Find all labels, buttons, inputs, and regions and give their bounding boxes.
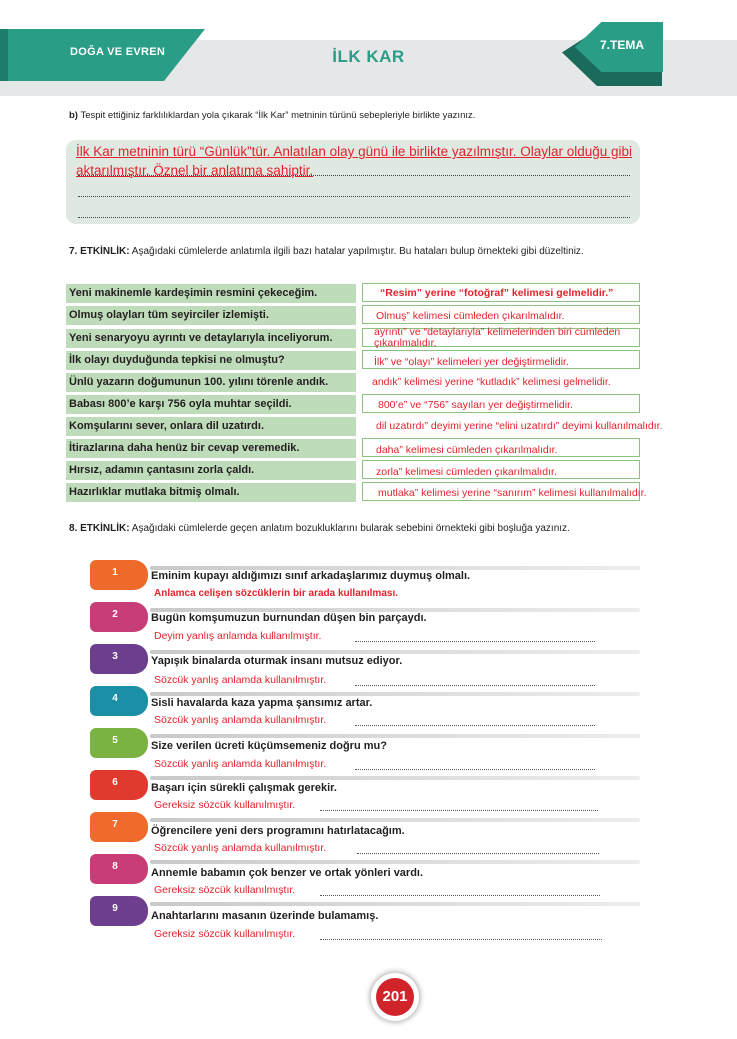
- dotted-line: [78, 217, 630, 218]
- number-tab: [90, 728, 148, 758]
- a8-sentence: Anahtarlarını masanın üzerinde bulamamış.: [151, 910, 379, 922]
- item-divider: [150, 860, 640, 864]
- activity-7-instruction: Aşağıdaki cümlelerde anlatımla ilgili bazı hatalar yapılmıştır. Bu hataları bulup örnekteki gibi düzeltiniz.: [131, 246, 584, 257]
- a8-sentence: Bugün komşumuzun burnundan düşen bin parçaydı.: [151, 612, 427, 624]
- a7-answer: ayrıntı” ve “detaylarıyla” kelimelerinden biri cümleden çıkarılmalıdır.: [374, 326, 621, 349]
- answer-dotted-line: [320, 939, 602, 940]
- page-number: 201: [376, 978, 414, 1016]
- a8-answer: Gereksiz sözcük kullanılmıştır.: [154, 928, 296, 940]
- activity-8-instruction: Aşağıdaki cümlelerde geçen anlatım bozukluklarını bularak sebebini örnekteki gibi boşluğa yazınız.: [131, 523, 570, 534]
- item-number: 8: [112, 861, 118, 872]
- activity-7-label: 7. ETKİNLİK:: [69, 246, 130, 257]
- item-divider: [150, 818, 640, 822]
- a7-answer: andık” kelimesi yerine “kutladık” kelimesi gelmelidir.: [372, 376, 611, 388]
- a8-answer: Sözcük yanlış anlamda kullanılmıştır.: [154, 674, 327, 686]
- a8-sentence: Başarı için sürekli çalışmak gerekir.: [151, 782, 337, 794]
- a7-answer: daha” kelimesi cümleden çıkarılmalıdır.: [376, 444, 558, 456]
- a7-sentence: Olmuş olayları tüm seyirciler izlemişti.: [66, 306, 356, 325]
- theme-label: 7.TEMA: [600, 38, 645, 52]
- answer-dotted-line: [355, 685, 595, 686]
- item-divider: [150, 902, 640, 906]
- answer-dotted-line: [355, 769, 595, 770]
- dotted-line: [78, 196, 630, 197]
- a7-answer: “Resim” yerine “fotoğraf” kelimesi gelmelidir.”: [380, 287, 614, 299]
- item-number: 3: [112, 651, 118, 662]
- a8-answer: Deyim yanlış anlamda kullanılmıştır.: [154, 630, 322, 642]
- a7-sentence: İlk olayı duyduğunda tepkisi ne olmuştu?: [66, 351, 356, 370]
- answer-dotted-line: [355, 725, 595, 726]
- a8-answer: Sözcük yanlış anlamda kullanılmıştır.: [154, 842, 327, 854]
- number-tab: [90, 644, 148, 674]
- item-number: 9: [112, 903, 118, 914]
- a7-sentence: Yeni senaryoyu ayrıntı ve detaylarıyla inceliyorum.: [66, 329, 356, 348]
- a7-answer: mutlaka” kelimesi yerine “sanırım” kelimesi kullanılmalıdır.: [378, 487, 647, 499]
- number-tab: [90, 602, 148, 632]
- a7-answer: zorla” kelimesi cümleden çıkarılmalıdır.: [376, 466, 557, 478]
- a7-answer: 800’e” ve “756” sayıları yer değiştirmelidir.: [378, 399, 573, 411]
- activity-8-label: 8. ETKİNLİK:: [69, 523, 130, 534]
- item-number: 7: [112, 819, 118, 830]
- question-b-answer: İlk Kar metninin türü “Günlük”tür. Anlatılan olay günü ile birlikte yazılmıştır. Olaylar olduğu gibi aktarılmıştır. Öznel bir anlatıma sahiptir.: [76, 144, 633, 178]
- answer-dotted-line: [320, 810, 598, 811]
- item-divider: [150, 734, 640, 738]
- number-tab: [90, 812, 148, 842]
- a8-answer: Sözcük yanlış anlamda kullanılmıştır.: [154, 714, 327, 726]
- activity-7-title: [69, 244, 649, 259]
- a8-sentence: Öğrencilere yeni ders programını hatırlatacağım.: [151, 825, 405, 837]
- a7-answer: dil uzatırdı” deyimi yerine “elini uzatırdı” deyimi kullanılmalıdır.: [376, 420, 663, 432]
- a8-sentence: Size verilen ücreti küçümsemeniz doğru mu?: [151, 740, 387, 752]
- a8-answer: Gereksiz sözcük kullanılmıştır.: [154, 799, 296, 811]
- item-number: 2: [112, 609, 118, 620]
- section-name: DOĞA VE EVREN: [70, 46, 166, 58]
- answer-dotted-line: [355, 641, 595, 642]
- number-tab: [90, 560, 148, 590]
- a8-sentence: Eminim kupayı aldığımızı sınıf arkadaşlarımız duymuş olmalı.: [151, 570, 471, 582]
- a7-sentence: İtirazlarına daha henüz bir cevap veremedik.: [66, 439, 356, 458]
- number-tab: [90, 770, 148, 800]
- item-divider: [150, 692, 640, 696]
- item-divider: [150, 650, 640, 654]
- a7-sentence: Komşularını sever, onlara dil uzatırdı.: [66, 417, 356, 436]
- a7-sentence: Babası 800’e karşı 756 oyla muhtar seçildi.: [66, 395, 356, 414]
- a8-answer: Anlamca celişen sözcüklerin bir arada kullanılması.: [154, 588, 398, 599]
- question-b: [69, 110, 475, 121]
- page-title: İLK KAR: [332, 47, 405, 66]
- answer-dotted-line: [357, 853, 599, 854]
- answer-dotted-line: [320, 895, 600, 896]
- item-divider: [150, 776, 640, 780]
- a8-sentence: Annemle babamın çok benzer ve ortak yönleri vardı.: [151, 867, 424, 879]
- item-number: 5: [112, 735, 118, 746]
- number-tab: [90, 854, 148, 884]
- number-tab: [90, 896, 148, 926]
- question-b-text: Tespit ettiğiniz farklılıklardan yola çıkarak “İlk Kar” metninin türünü sebepleriyle birlikte yazınız.: [80, 110, 476, 121]
- item-number: 1: [112, 567, 118, 578]
- a8-sentence: Yapışık binalarda oturmak insanı mutsuz ediyor.: [151, 655, 403, 667]
- activity-8-title: [69, 521, 649, 536]
- item-number: 6: [112, 777, 118, 788]
- a7-sentence: Hırsız, adamın çantasını zorla çaldı.: [66, 461, 356, 480]
- a8-answer: Sözcük yanlış anlamda kullanılmıştır.: [154, 758, 327, 770]
- question-b-label: b): [69, 110, 78, 121]
- a8-sentence: Sisli havalarda kaza yapma şansımız artar.: [151, 697, 373, 709]
- a7-sentence: Ünlü yazarın doğumunun 100. yılını törenle andık.: [66, 373, 356, 392]
- a7-sentence: Yeni makinemle kardeşimin resmini çekeceğim.: [66, 284, 356, 303]
- a7-answer: İlk” ve “olayı” kelimeleri yer değiştirmelidir.: [374, 356, 569, 368]
- a8-answer: Gereksiz sözcük kullanılmıştır.: [154, 884, 296, 896]
- number-tab: [90, 686, 148, 716]
- item-number: 4: [112, 693, 118, 704]
- a7-sentence: Hazırlıklar mutlaka bitmiş olmalı.: [66, 483, 356, 502]
- a7-answer: Olmuş” kelimesi cümleden çıkarılmalıdır.: [376, 310, 565, 322]
